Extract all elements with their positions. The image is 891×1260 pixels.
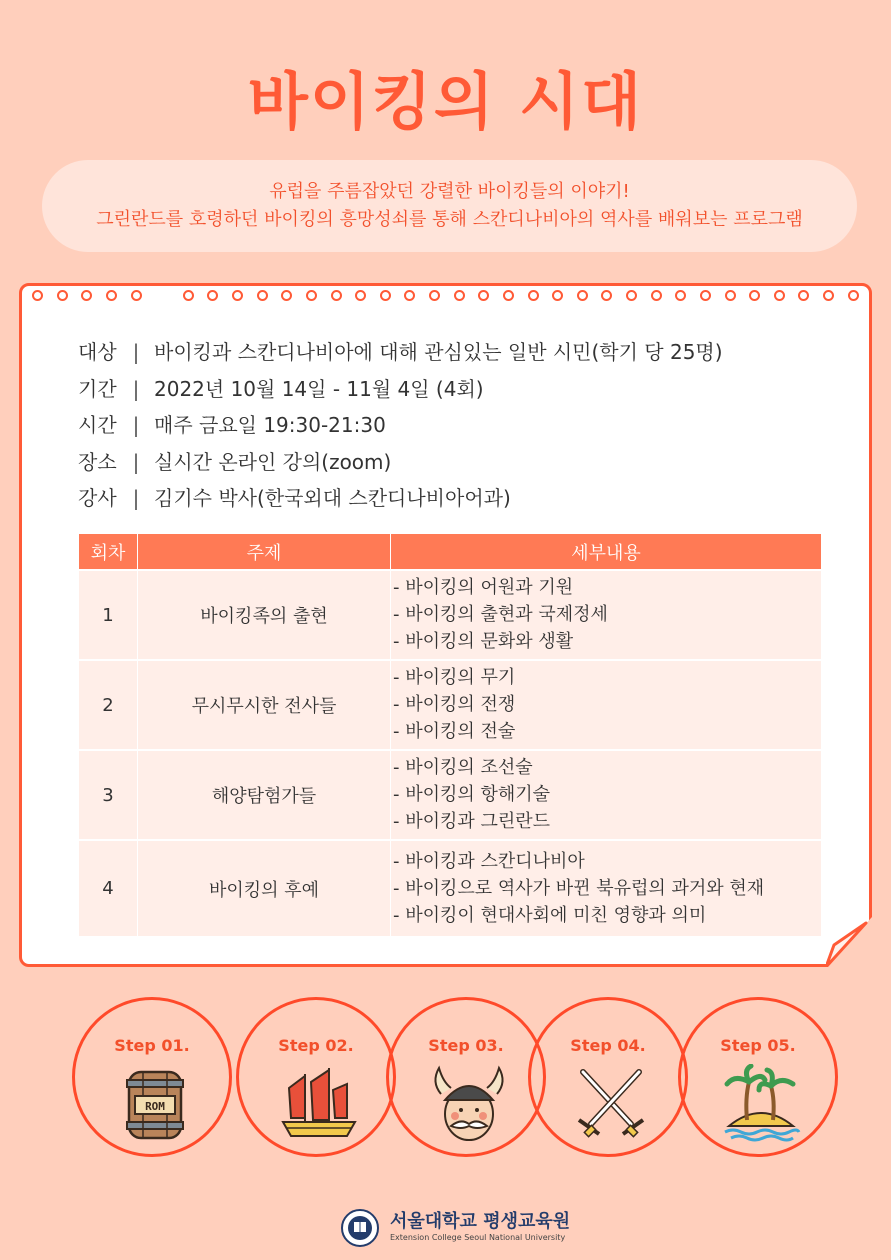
detail-line: - 바이킹의 무기	[393, 667, 516, 688]
binder-ring	[207, 290, 218, 301]
barrel-label-text: ROM	[145, 1100, 165, 1113]
binder-ring	[331, 290, 342, 301]
binder-ring	[601, 290, 612, 301]
binder-ring	[577, 290, 588, 301]
page-fold-corner	[826, 917, 872, 967]
step-2	[236, 997, 396, 1157]
binder-ring	[183, 290, 194, 301]
binder-ring	[81, 290, 92, 301]
step-3	[386, 997, 546, 1157]
step-label: Step 03.	[428, 1036, 504, 1055]
info-key: 기간	[78, 376, 117, 401]
detail-line: - 바이킹의 출현과 국제정세	[393, 604, 608, 625]
info-row-time	[78, 407, 723, 444]
binder-ring	[528, 290, 539, 301]
info-key: 시간	[78, 413, 117, 437]
info-separator: |	[132, 340, 140, 364]
detail-line: - 바이킹과 그린란드	[393, 811, 551, 832]
info-key: 대상	[78, 340, 117, 364]
session-number: 1	[79, 570, 138, 660]
footer-text	[390, 1212, 570, 1244]
step-5	[678, 997, 838, 1157]
binder-ring	[725, 290, 736, 301]
detail-line: - 바이킹의 항해기술	[393, 784, 551, 805]
session-topic: 바이킹의 후예	[138, 840, 391, 936]
binder-ring	[675, 290, 686, 301]
table-row	[79, 660, 822, 750]
binder-ring	[380, 290, 391, 301]
table-row	[79, 570, 822, 660]
binder-ring	[232, 290, 243, 301]
info-separator: |	[132, 376, 140, 401]
info-row-place	[78, 444, 723, 481]
session-number: 4	[79, 840, 138, 936]
info-row-target	[78, 334, 723, 371]
program-info	[78, 334, 723, 517]
binder-ring	[823, 290, 834, 301]
info-value: 김기수 박사(한국외대 스칸디나비아어과)	[154, 486, 511, 510]
footer-subtitle: Extension College Seoul National University	[390, 1233, 566, 1242]
detail-line: - 바이킹의 전쟁	[393, 694, 516, 715]
column-header-details: 세부내용	[391, 534, 822, 570]
session-number: 2	[79, 660, 138, 750]
detail-line: - 바이킹의 문화와 생활	[393, 631, 574, 652]
binder-ring	[651, 290, 662, 301]
program-card	[19, 283, 872, 967]
info-value: 바이킹과 스칸디나비아에 대해 관심있는 일반 시민(학기 당 25명)	[154, 340, 723, 364]
session-details	[391, 660, 822, 750]
binder-ring	[429, 290, 440, 301]
session-topic: 무시무시한 전사들	[138, 660, 391, 750]
info-value: 실시간 온라인 강의(zoom)	[154, 449, 392, 474]
binder-ring	[774, 290, 785, 301]
page-title: 바이킹의 시대	[248, 65, 643, 138]
binder-ring	[626, 290, 637, 301]
island-icon	[721, 1064, 801, 1144]
binder-ring	[281, 290, 292, 301]
info-key: 장소	[78, 449, 117, 474]
footer-title: 서울대학교 평생교육원	[390, 1211, 571, 1232]
detail-line: - 바이킹의 조선술	[393, 757, 533, 778]
session-details	[391, 570, 822, 660]
info-value: 2022년 10월 14일 - 11월 4일 (4회)	[154, 376, 484, 401]
binder-ring	[257, 290, 268, 301]
barrel-icon	[115, 1064, 195, 1144]
detail-line: - 바이킹과 스칸디나비아	[393, 850, 585, 872]
schedule-table	[79, 534, 822, 936]
binder-rings	[32, 290, 859, 308]
step-label: Step 01.	[114, 1036, 190, 1055]
step-1	[72, 997, 232, 1157]
viking-face-icon	[429, 1064, 509, 1144]
info-separator: |	[132, 449, 140, 474]
info-key: 강사	[78, 486, 117, 510]
session-number: 3	[79, 750, 138, 840]
binder-ring	[32, 290, 43, 301]
binder-ring	[57, 290, 68, 301]
detail-line: - 바이킹의 전술	[393, 721, 516, 742]
session-details	[391, 750, 822, 840]
info-row-instructor	[78, 480, 723, 517]
binder-ring	[404, 290, 415, 301]
step-label: Step 02.	[278, 1036, 354, 1055]
university-emblem-icon	[340, 1208, 380, 1248]
detail-line: - 바이킹으로 역사가 바뀐 북유럽의 과거와 현재	[393, 877, 765, 899]
table-row	[79, 840, 822, 936]
info-separator: |	[132, 413, 140, 437]
binder-ring	[848, 290, 859, 301]
intro-banner	[42, 160, 857, 252]
binder-ring	[306, 290, 317, 301]
binder-ring	[749, 290, 760, 301]
intro-line-1: 유럽을 주름잡았던 강렬한 바이킹들의 이야기!	[269, 181, 630, 202]
binder-ring	[503, 290, 514, 301]
intro-line-2: 그린란드를 호령하던 바이킹의 흥망성쇠를 통해 스칸디나비아의 역사를 배워보는 프로그램	[96, 209, 803, 230]
info-row-period	[78, 371, 723, 408]
binder-ring	[798, 290, 809, 301]
table-header-row	[79, 534, 822, 570]
footer-logo	[340, 1208, 570, 1248]
ship-icon	[279, 1064, 359, 1144]
step-label: Step 05.	[720, 1036, 796, 1055]
table-row	[79, 750, 822, 840]
info-separator: |	[132, 486, 140, 510]
detail-line: - 바이킹의 어원과 기원	[393, 577, 574, 598]
binder-ring	[355, 290, 366, 301]
column-header-session: 회차	[79, 534, 138, 570]
step-circles	[0, 997, 891, 1167]
binder-ring	[478, 290, 489, 301]
binder-ring	[106, 290, 117, 301]
info-value: 매주 금요일 19:30-21:30	[154, 413, 386, 437]
step-4	[528, 997, 688, 1157]
binder-ring	[700, 290, 711, 301]
column-header-topic: 주제	[138, 534, 391, 570]
binder-ring	[552, 290, 563, 301]
session-details	[391, 840, 822, 936]
detail-line: - 바이킹이 현대사회에 미친 영향과 의미	[393, 904, 707, 926]
binder-ring	[131, 290, 142, 301]
crossed-swords-icon	[571, 1064, 651, 1144]
session-topic: 해양탐험가들	[138, 750, 391, 840]
step-label: Step 04.	[570, 1036, 646, 1055]
binder-ring	[454, 290, 465, 301]
session-topic: 바이킹족의 출현	[138, 570, 391, 660]
